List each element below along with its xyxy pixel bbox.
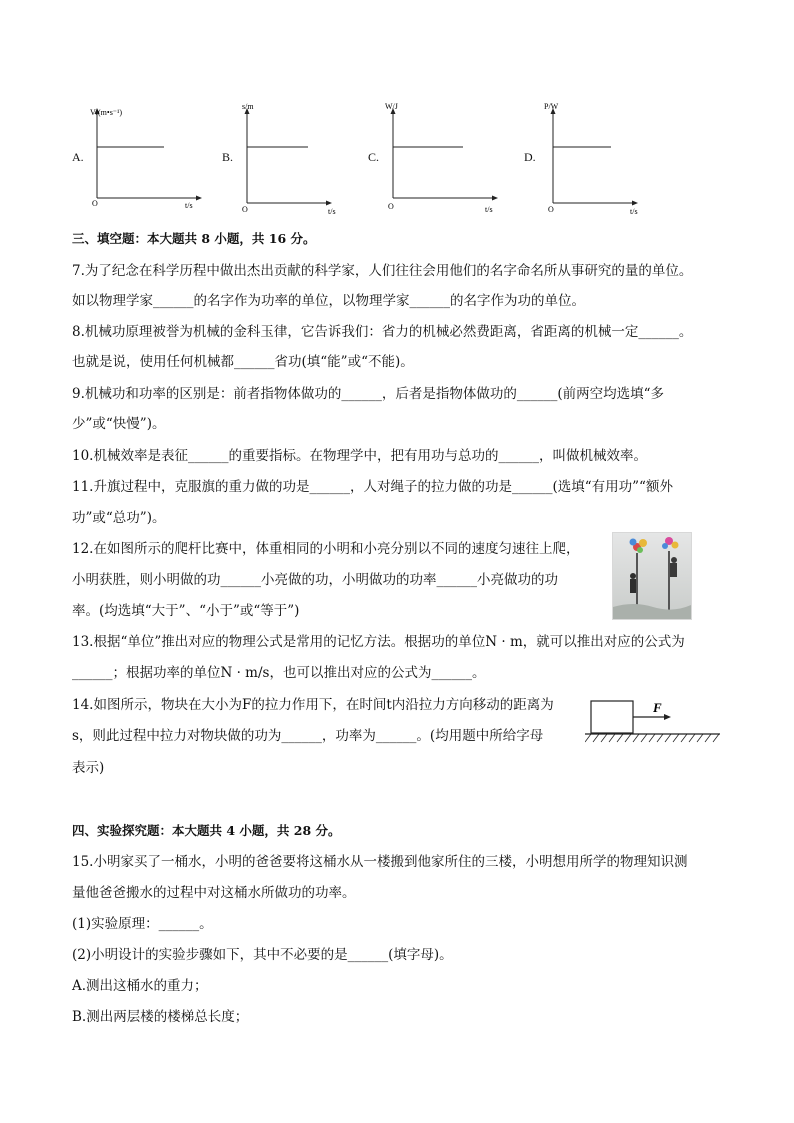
graph-option-b (220, 100, 360, 218)
question-15-line-2: 量他爸爸搬水的过程中对这桶水所做功的功率。 (72, 885, 356, 901)
section-4-heading: 四、实验探究题：本大题共 4 小题，共 28 分。 (72, 823, 341, 838)
origin-label: O (242, 205, 248, 214)
graph-option-d (522, 100, 662, 218)
section-3-heading: 三、填空题：本大题共 8 小题，共 16 分。 (72, 231, 316, 246)
origin-label: O (92, 199, 98, 208)
ground-hatching (585, 734, 719, 742)
y-axis-label: s/m (242, 102, 254, 111)
question-15-line-3: (1)实验原理：______。 (72, 916, 213, 932)
question-13-line-2: ______；根据功率的单位N · m/s，也可以推出对应的公式为______。 (72, 665, 486, 681)
force-label: F (653, 700, 662, 715)
graph-axes (366, 100, 506, 218)
question-14-line-1: 14.如图所示，物块在大小为F的拉力作用下，在时间t内沿拉力方向移动的距离为 (72, 697, 554, 713)
question-15-line-1: 15.小明家买了一桶水，小明的爸爸要将这桶水从一楼搬到他家所住的三楼，小明想用所学的物理知识测 (72, 854, 688, 870)
question-8-line-2: 也就是说，使用任何机械都______省功(填“能”或“不能)。 (72, 354, 414, 370)
graph-axes (70, 100, 210, 218)
option-letter: C. (368, 150, 380, 164)
x-axis-label: t/s (630, 207, 638, 216)
question-12-line-1: 12.在如图所示的爬杆比赛中，体重相同的小明和小亮分别以不同的速度匀速往上爬， (72, 541, 580, 557)
y-axis-label: W/J (385, 102, 398, 111)
question-8-line-1: 8.机械功原理被誉为机械的金科玉律，它告诉我们：省力的机械必然费距离，省距离的机械一定______。 (72, 324, 693, 340)
block (591, 701, 633, 733)
question-12-line-2: 小明获胜，则小明做的功______小亮做的功，小明做功的功率______小亮做功的功 (72, 572, 558, 588)
question-11-line-1: 11.升旗过程中，克服旗的重力做的功是______，人对绳子的拉力做的功是______(选填“有用功”“额外 (72, 479, 673, 495)
y-axis-label: P/W (544, 102, 559, 111)
graph-axes (220, 100, 360, 218)
question-9-line-1: 9.机械功和功率的区别是：前者指物体做功的______，后者是指物体做功的______(前两空均选填“多 (72, 386, 665, 402)
graph-option-a (70, 100, 210, 218)
y-axis-label: V/(m•s⁻¹) (90, 108, 123, 117)
question-10-line-1: 10.机械效率是表征______的重要指标。在物理学中，把有用功与总功的______，叫做机械效率。 (72, 448, 647, 464)
question-15-line-6: B.测出两层楼的楼梯总长度； (72, 1009, 249, 1025)
question-7-line-1: 7.为了纪念在科学历程中做出杰出贡献的科学家，人们往往会用他们的名字命名所从事研究的量的单位。 (72, 263, 693, 279)
question-7-line-2: 如以物理学家______的名字作为功率的单位，以物理学家______的名字作为功的单位。 (72, 293, 585, 309)
question-9-line-2: 少”或“快慢”)。 (72, 416, 166, 432)
question-15-line-5: A.测出这桶水的重力； (72, 978, 208, 994)
x-axis-label: t/s (485, 205, 493, 214)
question-14-line-2: s，则此过程中拉力对物块做的功为______，功率为______。(均用题中所给字母 (72, 728, 544, 744)
block-force-diagram (585, 697, 720, 745)
option-letter: B. (222, 150, 234, 164)
question-13-line-1: 13.根据“单位”推出对应的物理公式是常用的记忆方法。根据功的单位N · m，就可以推出对应的公式为 (72, 634, 685, 650)
question-11-line-2: 功”或“总功”)。 (72, 510, 166, 526)
origin-label: O (388, 202, 394, 211)
option-letter: D. (524, 150, 536, 164)
graph-option-c (366, 100, 506, 218)
x-axis-label: t/s (185, 201, 193, 210)
question-14-line-3: 表示) (72, 760, 105, 776)
origin-label: O (548, 205, 554, 214)
pole-climbing-photo (612, 532, 692, 620)
x-axis-label: t/s (328, 207, 336, 216)
question-12-line-3: 率。(均选填“大于”、“小于”或“等于”) (72, 603, 300, 619)
graph-axes (522, 100, 662, 218)
option-letter: A. (72, 150, 84, 164)
question-15-line-4: (2)小明设计的实验步骤如下，其中不必要的是______(填字母)。 (72, 947, 453, 963)
